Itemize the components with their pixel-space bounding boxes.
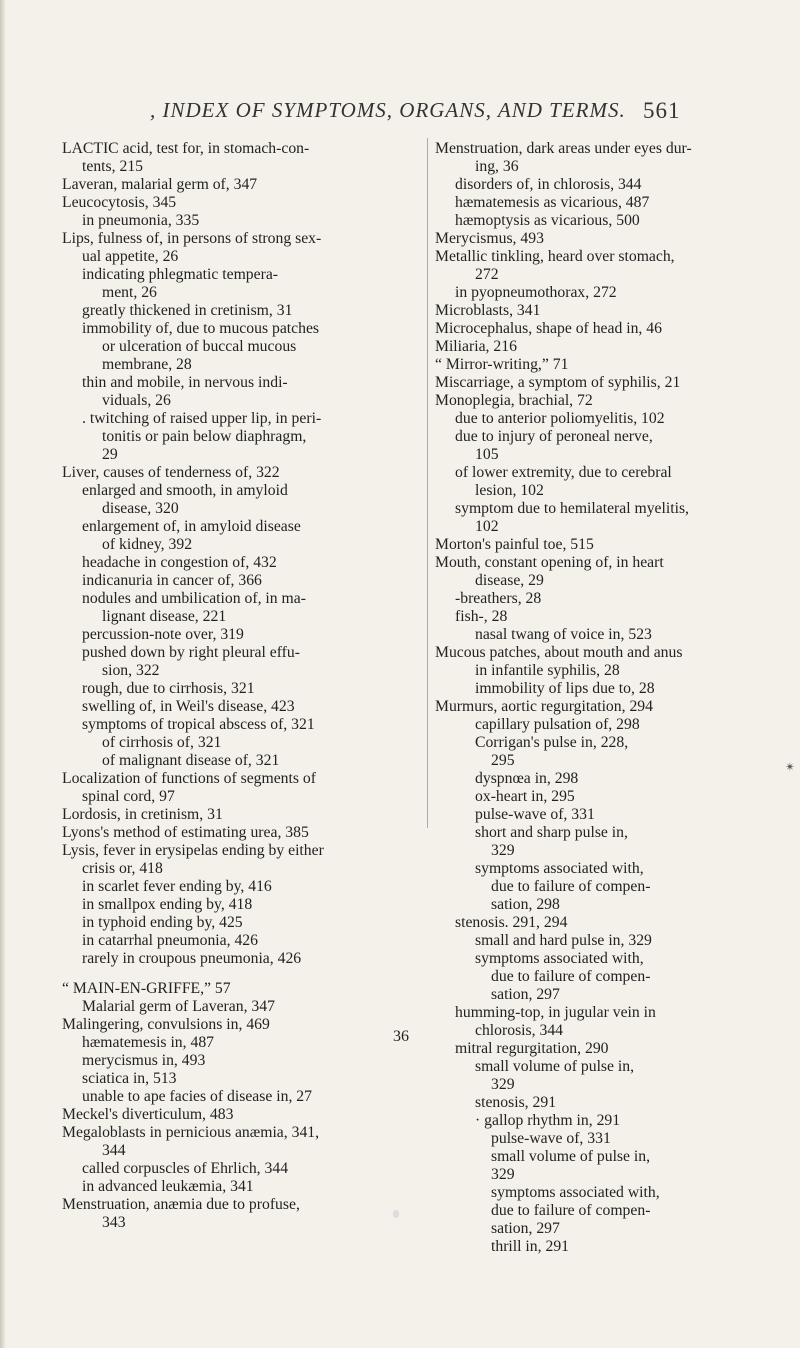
signature-mark: 36 xyxy=(393,1028,409,1045)
index-subentry: rough, due to cirrhosis, 321 xyxy=(82,680,255,697)
index-subentry: 329 xyxy=(491,842,515,859)
index-subentry: in pneumonia, 335 xyxy=(82,212,200,229)
index-subentry: in scarlet fever ending by, 416 xyxy=(82,878,272,895)
index-subentry: enlargement of, in amyloid disease xyxy=(82,518,301,535)
index-subentry: in advanced leukæmia, 341 xyxy=(82,1178,254,1195)
index-subentry: tonitis or pain below diaphragm, xyxy=(102,428,307,445)
index-entry: Microcephalus, shape of head in, 46 xyxy=(435,320,662,337)
column-divider xyxy=(427,138,428,828)
index-subentry: symptom due to hemilateral myelitis, xyxy=(455,500,689,517)
index-subentry: fish-, 28 xyxy=(455,608,508,625)
index-subentry: percussion-note over, 319 xyxy=(82,626,244,643)
index-subentry: ing, 36 xyxy=(475,158,519,175)
index-subentry: in infantile syphilis, 28 xyxy=(475,662,620,679)
index-subentry: indicanuria in cancer of, 366 xyxy=(82,572,262,589)
index-subentry: pulse-wave of, 331 xyxy=(475,806,595,823)
index-subentry: ox-heart in, 295 xyxy=(475,788,575,805)
index-column-right xyxy=(435,140,795,1256)
index-subentry: crisis or, 418 xyxy=(82,860,163,877)
index-entry: “ MAIN-EN-GRIFFE,” 57 xyxy=(62,980,231,997)
index-subentry: greatly thickened in cretinism, 31 xyxy=(82,302,293,319)
index-subentry: of kidney, 392 xyxy=(102,536,193,553)
header-comma: , xyxy=(150,98,157,122)
index-subentry: chlorosis, 344 xyxy=(475,1022,564,1039)
index-subentry: unable to ape facies of disease in, 27 xyxy=(82,1088,312,1105)
index-entry: Miscarriage, a symptom of syphilis, 21 xyxy=(435,374,681,391)
index-subentry: humming-top, in jugular vein in xyxy=(455,1004,656,1021)
index-subentry: headache in congestion of, 432 xyxy=(82,554,277,571)
index-subentry: sation, 298 xyxy=(491,896,560,913)
index-entry: Morton's painful toe, 515 xyxy=(435,536,594,553)
index-entry: Leucocytosis, 345 xyxy=(62,194,177,211)
index-entry: Localization of functions of segments of xyxy=(62,770,316,787)
index-subentry: nodules and umbilication of, in ma- xyxy=(82,590,306,607)
index-subentry: ual appetite, 26 xyxy=(82,248,179,265)
index-entry: Laveran, malarial germ of, 347 xyxy=(62,176,258,193)
index-subentry: stenosis, 291 xyxy=(475,1094,557,1111)
index-subentry: nasal twang of voice in, 523 xyxy=(475,626,652,643)
index-entry: Monoplegia, brachial, 72 xyxy=(435,392,593,409)
index-subentry: tents, 215 xyxy=(82,158,144,175)
index-subentry: in typhoid ending by, 425 xyxy=(82,914,243,931)
index-subentry: in pyopneumothorax, 272 xyxy=(455,284,617,301)
index-subentry: due to injury of peroneal nerve, xyxy=(455,428,653,445)
index-subentry: · gallop rhythm in, 291 xyxy=(475,1112,621,1129)
index-subentry: disorders of, in chlorosis, 344 xyxy=(455,176,642,193)
index-subentry: in smallpox ending by, 418 xyxy=(82,896,253,913)
index-subentry: small volume of pulse in, xyxy=(475,1058,635,1075)
index-entry: Mucous patches, about mouth and anus xyxy=(435,644,683,661)
index-entry: Mouth, constant opening of, in heart xyxy=(435,554,664,571)
index-subentry: symptoms of tropical abscess of, 321 xyxy=(82,716,315,733)
index-subentry: rarely in croupous pneumonia, 426 xyxy=(82,950,302,967)
index-subentry: 272 xyxy=(475,266,499,283)
index-entry: “ Mirror-writing,” 71 xyxy=(435,356,569,373)
index-entry: Lyons's method of estimating urea, 385 xyxy=(62,824,309,841)
index-entry: Lips, fulness of, in persons of strong sex- xyxy=(62,230,322,247)
index-subentry: merycismus in, 493 xyxy=(82,1052,206,1069)
index-subentry: sion, 322 xyxy=(102,662,160,679)
index-entry: LACTIC acid, test for, in stomach-con- xyxy=(62,140,310,157)
index-entry: Murmurs, aortic regurgitation, 294 xyxy=(435,698,653,715)
index-subentry: due to failure of compen- xyxy=(491,968,651,985)
index-subentry: -breathers, 28 xyxy=(455,590,542,607)
index-subentry: hæmatemesis as vicarious, 487 xyxy=(455,194,650,211)
index-subentry: of malignant disease of, 321 xyxy=(102,752,280,769)
index-subentry: membrane, 28 xyxy=(102,356,192,373)
paper-spot xyxy=(393,1210,399,1218)
index-subentry: in catarrhal pneumonia, 426 xyxy=(82,932,258,949)
index-subentry: 329 xyxy=(491,1076,515,1093)
index-entry: Metallic tinkling, heard over stomach, xyxy=(435,248,675,265)
index-subentry: Corrigan's pulse in, 228, xyxy=(475,734,629,751)
index-entry: Lysis, fever in erysipelas ending by either xyxy=(62,842,324,859)
index-subentry: mitral regurgitation, 290 xyxy=(455,1040,609,1057)
index-subentry: Malarial germ of Laveran, 347 xyxy=(82,998,275,1015)
index-subentry: sation, 297 xyxy=(491,986,560,1003)
index-subentry: spinal cord, 97 xyxy=(82,788,175,805)
index-subentry: pushed down by right pleural effu- xyxy=(82,644,300,661)
index-subentry: sation, 297 xyxy=(491,1220,560,1237)
index-entry: Malingering, convulsions in, 469 xyxy=(62,1016,270,1033)
index-subentry: due to failure of compen- xyxy=(491,1202,651,1219)
index-subentry: 343 xyxy=(102,1214,126,1231)
index-subentry: lesion, 102 xyxy=(475,482,544,499)
index-entry: Menstruation, dark areas under eyes dur- xyxy=(435,140,692,157)
index-subentry: viduals, 26 xyxy=(102,392,171,409)
index-subentry: hæmoptysis as vicarious, 500 xyxy=(455,212,640,229)
index-entry: Megaloblasts in pernicious anæmia, 341, xyxy=(62,1124,320,1141)
index-subentry: 29 xyxy=(102,446,118,463)
index-subentry: due to failure of compen- xyxy=(491,878,651,895)
entry-gap xyxy=(62,968,422,980)
page-gutter-shadow xyxy=(0,0,6,1348)
index-entry: Lordosis, in cretinism, 31 xyxy=(62,806,223,823)
index-subentry: 102 xyxy=(475,518,499,535)
index-subentry: thrill in, 291 xyxy=(491,1238,570,1255)
index-subentry: 295 xyxy=(491,752,515,769)
index-subentry: lignant disease, 221 xyxy=(102,608,227,625)
index-entry: Liver, causes of tenderness of, 322 xyxy=(62,464,280,481)
index-subentry: pulse-wave of, 331 xyxy=(491,1130,611,1147)
index-subentry: ment, 26 xyxy=(102,284,157,301)
index-entry: Menstruation, anæmia due to profuse, xyxy=(62,1196,300,1213)
header-title: INDEX OF SYMPTOMS, ORGANS, AND TERMS. xyxy=(162,98,626,122)
index-subentry: disease, 29 xyxy=(475,572,544,589)
index-entry: Merycismus, 493 xyxy=(435,230,544,247)
index-subentry: sciatica in, 513 xyxy=(82,1070,177,1087)
index-subentry: small volume of pulse in, xyxy=(491,1148,651,1165)
index-subentry: 329 xyxy=(491,1166,515,1183)
index-subentry: short and sharp pulse in, xyxy=(475,824,628,841)
index-subentry: small and hard pulse in, 329 xyxy=(475,932,652,949)
index-entry: Microblasts, 341 xyxy=(435,302,541,319)
index-subentry: symptoms associated with, xyxy=(475,860,644,877)
index-subentry: immobility of lips due to, 28 xyxy=(475,680,655,697)
page-number: 561 xyxy=(643,98,681,123)
index-entry: Meckel's diverticulum, 483 xyxy=(62,1106,234,1123)
running-header xyxy=(150,98,681,123)
index-subentry: or ulceration of buccal mucous xyxy=(102,338,297,355)
index-subentry: indicating phlegmatic tempera- xyxy=(82,266,279,283)
index-subentry: dyspnœa in, 298 xyxy=(475,770,579,787)
index-subentry: . twitching of raised upper lip, in peri- xyxy=(82,410,322,427)
index-subentry: thin and mobile, in nervous indi- xyxy=(82,374,288,391)
index-subentry: of cirrhosis of, 321 xyxy=(102,734,222,751)
margin-asterisk: ✴ xyxy=(785,760,796,774)
index-column-left xyxy=(62,140,422,1232)
index-subentry: enlarged and smooth, in amyloid xyxy=(82,482,288,499)
index-subentry: swelling of, in Weil's disease, 423 xyxy=(82,698,295,715)
index-subentry: disease, 320 xyxy=(102,500,179,517)
index-subentry: 105 xyxy=(475,446,499,463)
index-subentry: called corpuscles of Ehrlich, 344 xyxy=(82,1160,289,1177)
index-subentry: capillary pulsation of, 298 xyxy=(475,716,640,733)
index-subentry: stenosis. 291, 294 xyxy=(455,914,568,931)
index-subentry: hæmatemesis in, 487 xyxy=(82,1034,215,1051)
index-subentry: 344 xyxy=(102,1142,126,1159)
index-subentry: symptoms associated with, xyxy=(475,950,644,967)
index-subentry: immobility of, due to mucous patches xyxy=(82,320,320,337)
index-entry: Miliaria, 216 xyxy=(435,338,517,355)
index-subentry: of lower extremity, due to cerebral xyxy=(455,464,672,481)
index-subentry: due to anterior poliomyelitis, 102 xyxy=(455,410,665,427)
index-subentry: symptoms associated with, xyxy=(491,1184,660,1201)
